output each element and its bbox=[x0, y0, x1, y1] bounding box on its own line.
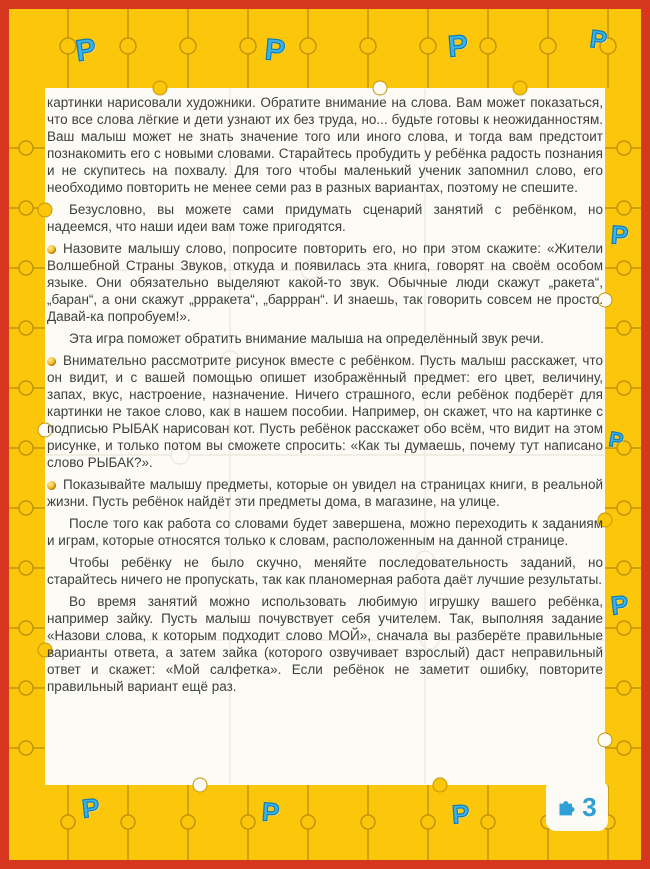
page-number: 3 bbox=[582, 791, 597, 822]
bullet-paragraph bbox=[47, 476, 603, 510]
border-letter: Р bbox=[446, 29, 470, 64]
paragraph-text: Внимательно рассмотрите рисунок вместе с ребёнком. Пусть малыш расскажет, что он видит, и с вашей помощью опишет изображённый предмет: его цвет, величину, запах, вкус, настроение, назначение. Ничего страшного, если ребёнок подберёт для картинки не такое слово, как в нашем пособии. Например, он скажет, что на картинке с подписью РЫБАК нарисован кот. Пусть ребёнок расскажет обо всём, что видит на этом рисунке, и только потом вы сможете спросить: «Как ты думаешь, почему тут написано слово РЫБАК?». bbox=[47, 353, 603, 470]
border-letter: Р bbox=[450, 798, 471, 830]
page-content bbox=[47, 94, 603, 700]
border-letter: Р bbox=[73, 32, 99, 69]
page-number-box bbox=[546, 783, 608, 831]
paragraph-text: Показывайте малышу предметы, которые он увидел на страницах книги, в реальной жизни. Пусть ребёнок найдёт эти предметы дома, в магазине, на улице. bbox=[47, 477, 603, 509]
bullet-icon bbox=[47, 357, 56, 366]
border-letter: Р bbox=[588, 24, 609, 56]
bullet-icon bbox=[47, 481, 56, 490]
paragraph-text: Назовите малышу слово, попросите повторить его, но при этом скажите: «Жители Волшебной Страны Звуков, откуда и появилась эта книга, говорят на своём особом языке. Они обязательно выделяют какой-то звук. Обычные люди скажут „ракета“, „баран“, а они скажут „ррракета“, „баррран“. И знаешь, так говорить совсем не просто. Давай-ка попробуем!». bbox=[47, 241, 603, 324]
paragraph: Чтобы ребёнку не было скучно, меняйте последовательность заданий, но старайтесь ничего не пропускать, так как планомерная работа даёт лучшие результаты. bbox=[47, 555, 603, 587]
border-letter: Р bbox=[80, 792, 101, 824]
border-letter: Р bbox=[607, 427, 625, 454]
border-letter: Р bbox=[263, 33, 287, 68]
border-letter: Р bbox=[609, 219, 630, 251]
paragraph: Во время занятий можно использовать любимую игрушку вашего ребёнка, например зайку. Пусть малыш почувствует себя учителем. Так, выполняя задание «Назови слова, к которым подходит слово МОЙ», сначала вы разберёте правильные варианты ответа, а затем зайка (которого озвучивает взрослый) даст неправильный ответ и скажет: «Мой салфетка». Если ребёнок не заметит ошибку, повторите правильный вариант ещё раз. bbox=[47, 594, 603, 694]
bullet-paragraph bbox=[47, 240, 603, 325]
paragraph: После того как работа со словами будет завершена, можно переходить к заданиям и играм, которые относятся только к словам, расположенным на данной странице. bbox=[47, 516, 603, 548]
bullet-paragraph bbox=[47, 352, 603, 471]
paragraph: картинки нарисовали художники. Обратите внимание на слова. Вам может показаться, что все слова лёгкие и дети узнают их без труда, но... будьте готовы к неожиданностям. Ваш малыш может не знать значение того или иного слова, и тогда вам предстоит познакомить его с новыми словами. Старайтесь пробудить у ребёнка радость познания и не скупитесь на похвалу. Для того чтобы маленький ученик запомнил слово, его необходимо повторить не менее семи раз в разных вариантах, поэтому не спешите. bbox=[47, 95, 603, 195]
paragraph: Безусловно, вы можете сами придумать сценарий занятий с ребёнком, но надеемся, что наши идеи вам тоже пригодятся. bbox=[47, 202, 603, 234]
bullet-icon bbox=[47, 245, 56, 254]
border-letter: Р bbox=[260, 796, 281, 828]
paragraph: Эта игра поможет обратить внимание малыша на определённый звук речи. bbox=[69, 331, 544, 346]
border-letter: Р bbox=[609, 589, 630, 621]
puzzle-piece-icon bbox=[557, 797, 577, 817]
